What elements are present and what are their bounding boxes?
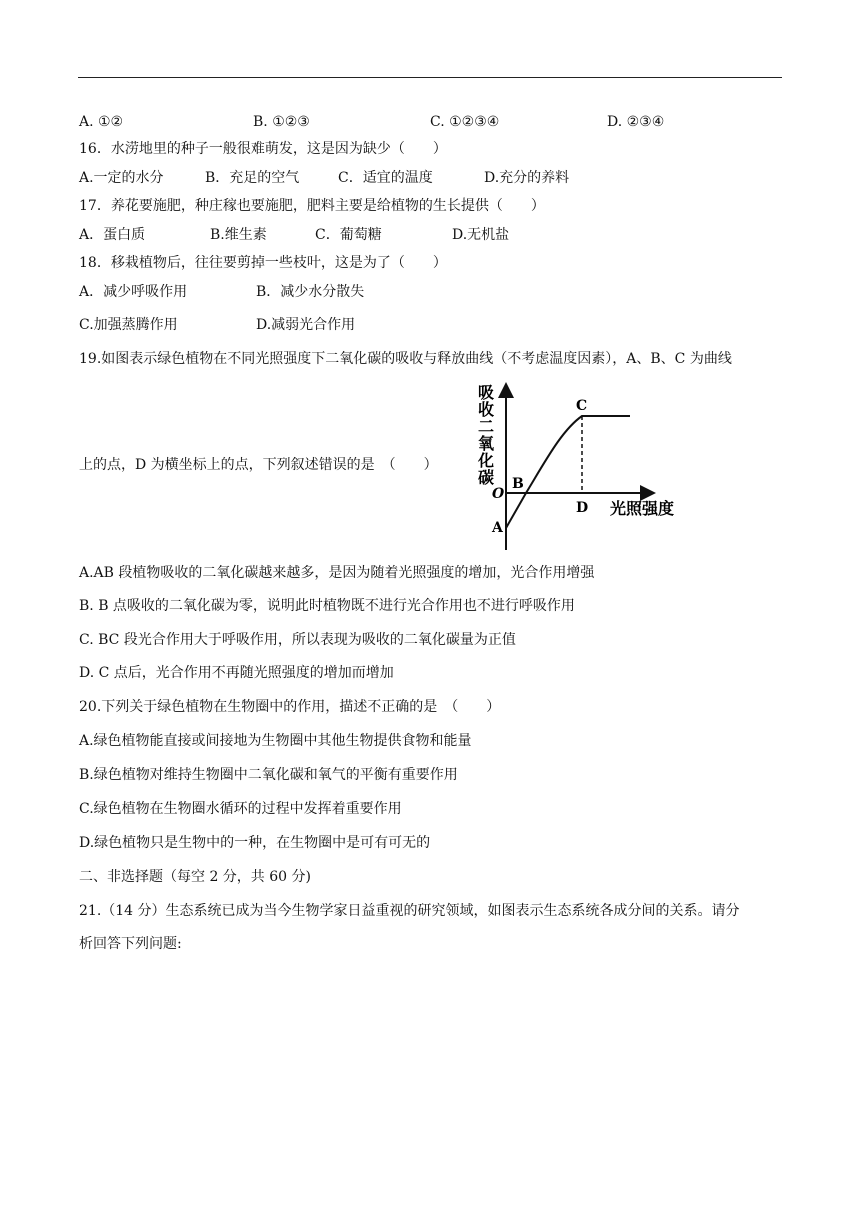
q18-stem: 18．移栽植物后，往往要剪掉一些枝叶，这是为了（ ） <box>79 255 447 271</box>
q15-option-a: A. ①② <box>79 114 124 130</box>
q21-line2: 析回答下列问题: <box>79 936 182 952</box>
x-axis-label: 光照强度 <box>610 499 675 518</box>
q17-option-a: A．蛋白质 <box>79 227 146 243</box>
co2-light-graph <box>462 380 692 555</box>
q17-stem: 17．养花要施肥，种庄稼也要施肥，肥料主要是给植物的生长提供（ ） <box>79 198 545 214</box>
origin-label: O <box>492 486 505 502</box>
q18-option-c: C.加强蒸腾作用 <box>79 317 178 333</box>
point-a-label: A <box>492 520 503 536</box>
q17-option-b: B.维生素 <box>210 227 267 243</box>
q19-option-d: D. C 点后，光合作用不再随光照强度的增加而增加 <box>79 665 394 681</box>
q18-option-a: A．减少呼吸作用 <box>79 284 188 300</box>
point-b-label: B <box>512 476 524 492</box>
q20-option-d: D.绿色植物只是生物中的一种，在生物圈中是可有可无的 <box>79 835 431 851</box>
q16-option-c: C．适宜的温度 <box>338 170 433 186</box>
q16-option-a: A.一定的水分 <box>79 170 164 186</box>
q18-option-d: D.减弱光合作用 <box>256 317 356 333</box>
section-2-heading: 二、非选择题（每空 2 分，共 60 分) <box>79 869 311 885</box>
q19-option-a: A.AB 段植物吸收的二氧化碳越来越多，是因为随着光照强度的增加，光合作用增强 <box>79 565 595 581</box>
q17-option-d: D.无机盐 <box>452 227 510 243</box>
q16-stem: 16．水涝地里的种子一般很难萌发，这是因为缺少（ ） <box>79 141 447 157</box>
q15-option-c: C. ①②③④ <box>430 114 500 130</box>
q20-option-c: C.绿色植物在生物圈水循环的过程中发挥着重要作用 <box>79 801 402 817</box>
q20-option-a: A.绿色植物能直接或间接地为生物圈中其他生物提供食物和能量 <box>79 733 472 749</box>
q19-option-c: C. BC 段光合作用大于呼吸作用，所以表现为吸收的二氧化碳量为正值 <box>79 632 516 648</box>
y-axis-label: 吸收二氧化碳 <box>478 383 495 487</box>
q21-line1: 21.（14 分）生态系统已成为当今生物学家日益重视的研究领域，如图表示生态系统各成分间的关系。请分 <box>79 903 740 919</box>
q17-option-c: C．葡萄糖 <box>315 227 382 243</box>
q15-option-b: B. ①②③ <box>253 114 310 130</box>
q19-option-b: B. B 点吸收的二氧化碳为零，说明此时植物既不进行光合作用也不进行呼吸作用 <box>79 598 575 614</box>
q20-stem: 20.下列关于绿色植物在生物圈中的作用，描述不正确的是 （ ） <box>79 699 501 715</box>
q19-stem-line2: 上的点，D 为横坐标上的点，下列叙述错误的是 （ ） <box>79 457 438 473</box>
q16-option-b: B．充足的空气 <box>205 170 300 186</box>
q15-option-d: D. ②③④ <box>607 114 665 130</box>
point-c-label: C <box>576 398 588 414</box>
header-rule <box>78 77 782 78</box>
point-d-label: D <box>576 500 589 516</box>
q20-option-b: B.绿色植物对维持生物圈中二氧化碳和氧气的平衡有重要作用 <box>79 767 458 783</box>
q16-option-d: D.充分的养料 <box>484 170 570 186</box>
q19-stem-line1: 19.如图表示绿色植物在不同光照强度下二氧化碳的吸收与释放曲线（不考虑温度因素），A、B、C 为曲线 <box>79 351 732 367</box>
q18-option-b: B．减少水分散失 <box>256 284 365 300</box>
